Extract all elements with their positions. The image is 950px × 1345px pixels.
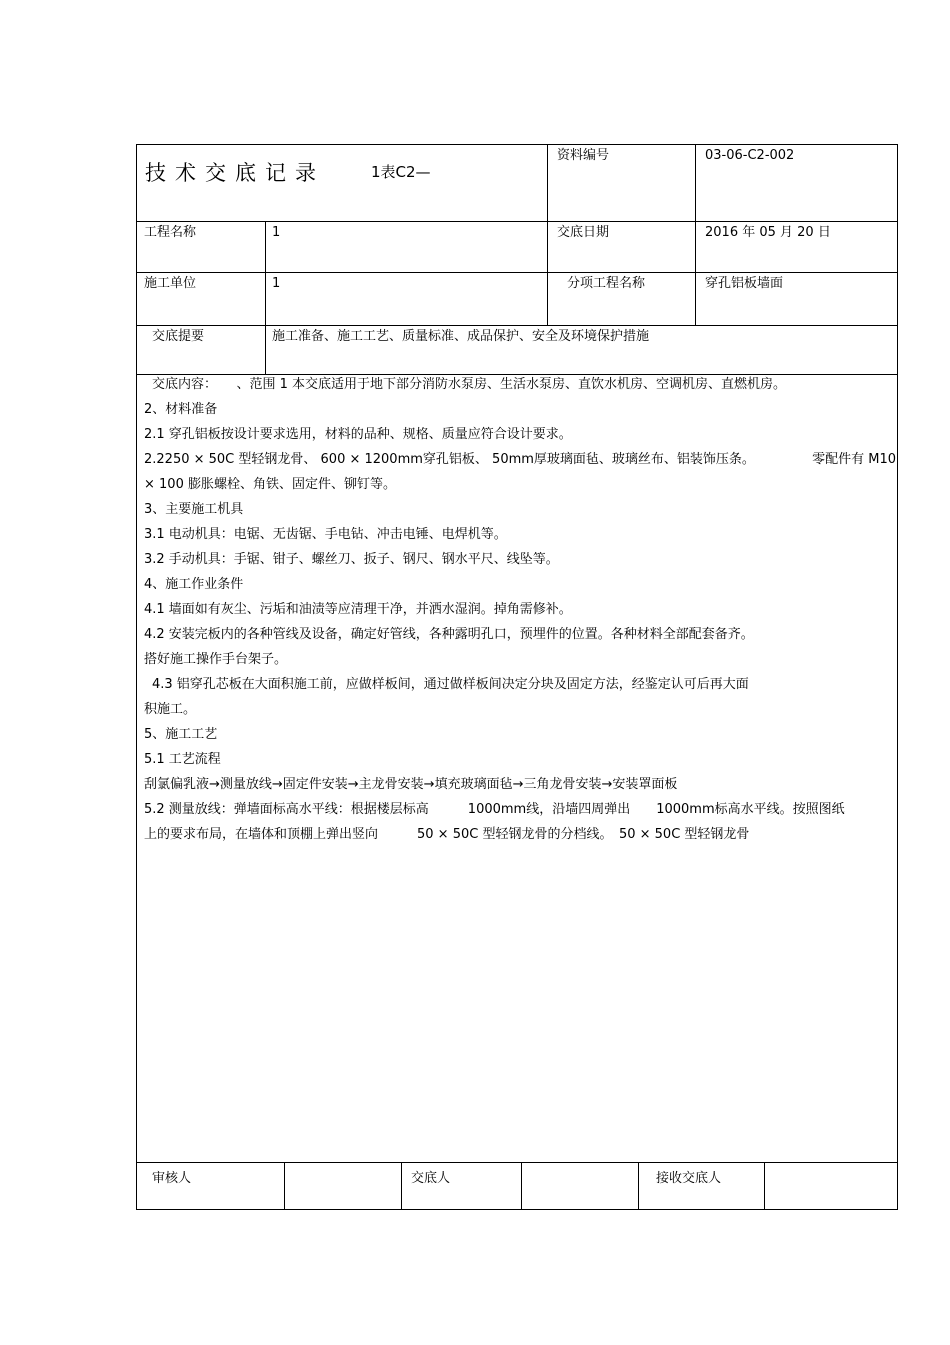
col-divider (547, 145, 548, 272)
col-divider (695, 145, 696, 325)
date-value: 2016 年 05 月 20 日 (705, 225, 831, 240)
sub-project-label: 分项工程名称 (567, 276, 646, 291)
content-line: 交底内容： 、范围 1 本交底适用于地下部分消防水泵房、生活水泵房、直饮水机房、空调机房、直燃机房。 (152, 377, 787, 392)
content-line: 2.1 穿孔铝板按设计要求选用，材料的品种、规格、质量应符合设计要求。 (144, 427, 572, 442)
content-line: 3.2 手动机具：手锯、钳子、螺丝刀、扳子、钢尺、钢水平尺、线坠等。 (144, 552, 559, 567)
summary-value: 施工准备、施工工艺、质量标准、成品保护、安全及环境保护措施 (272, 329, 650, 344)
content-line: 刮氯偏乳液→测量放线→固定件安装→主龙骨安装→填充玻璃面毡→三角龙骨安装→安装罩面板 (144, 777, 678, 792)
content-line: 4.2 安装完板内的各种管线及设备，确定好管线，各种露明孔口，预埋件的位置。各种材料全部配套备齐。 (144, 627, 754, 642)
col-divider (265, 221, 266, 375)
content-line: 2、材料准备 (144, 402, 218, 417)
col-divider (401, 1162, 402, 1210)
content-line: 4、施工作业条件 (144, 577, 244, 592)
project-name-value: 1 (272, 225, 281, 240)
content-line: 搭好施工操作手台架子。 (144, 652, 288, 667)
presenter-label: 交底人 (411, 1171, 451, 1186)
form-title: 技术交底记录 (145, 161, 325, 185)
content-line: 3.1 电动机具：电锯、无齿锯、手电钻、冲击电锤、电焊机等。 (144, 527, 507, 542)
reviewer-label: 审核人 (152, 1171, 192, 1186)
content-line: 5.1 工艺流程 (144, 752, 221, 767)
content-line: 5.2 测量放线：弹墙面标高水平线：根据楼层标高 1000mm线，沿墙四周弹出 1000mm标高水平线。按照图纸 (144, 802, 845, 817)
col-divider (638, 1162, 639, 1210)
doc-no-value: 03-06-C2-002 (705, 148, 795, 163)
content-line-part: 零配件有 M10 (812, 452, 896, 467)
row-divider (137, 1162, 897, 1163)
date-label: 交底日期 (557, 225, 610, 240)
unit-value: 1 (272, 276, 281, 291)
project-name-label: 工程名称 (144, 225, 197, 240)
content-line (144, 452, 896, 477)
row-divider (137, 374, 897, 375)
receiver-label: 接收交底人 (656, 1171, 722, 1186)
content-line: 5、施工工艺 (144, 727, 218, 742)
summary-label: 交底提要 (152, 329, 205, 344)
content-line: 4.1 墙面如有灰尘、污垢和油渍等应清理干净，并洒水湿润。掉角需修补。 (144, 602, 572, 617)
unit-label: 施工单位 (144, 276, 197, 291)
col-divider (764, 1162, 765, 1210)
row-divider (137, 221, 897, 222)
technical-disclosure-form (136, 144, 898, 1210)
row-divider (137, 325, 897, 326)
doc-no-label: 资料编号 (557, 148, 610, 163)
content-line-part: 2.2250 × 50C 型轻钢龙骨、 600 × 1200mm穿孔铝板、 50mm厚玻璃面毡、玻璃丝布、铝装饰压条。 (144, 452, 755, 467)
disclosure-content (144, 377, 896, 852)
content-line: × 100 膨胀螺栓、角铁、固定件、铆钉等。 (144, 477, 396, 492)
col-divider (547, 272, 548, 325)
form-code: 1表C2— (371, 163, 431, 181)
content-line: 上的要求布局，在墙体和顶棚上弹出竖向 50 × 50C 型轻钢龙骨的分档线。 50 × 50C 型轻钢龙骨 (144, 827, 750, 842)
content-line: 3、主要施工机具 (144, 502, 244, 517)
sub-project-value: 穿孔铝板墙面 (705, 276, 784, 291)
col-divider (284, 1162, 285, 1210)
row-divider (137, 272, 897, 273)
col-divider (521, 1162, 522, 1210)
content-line: 积施工。 (144, 702, 197, 717)
content-line: 4.3 铝穿孔芯板在大面积施工前，应做样板间，通过做样板间决定分块及固定方法，经鉴定认可后再大面 (152, 677, 749, 692)
